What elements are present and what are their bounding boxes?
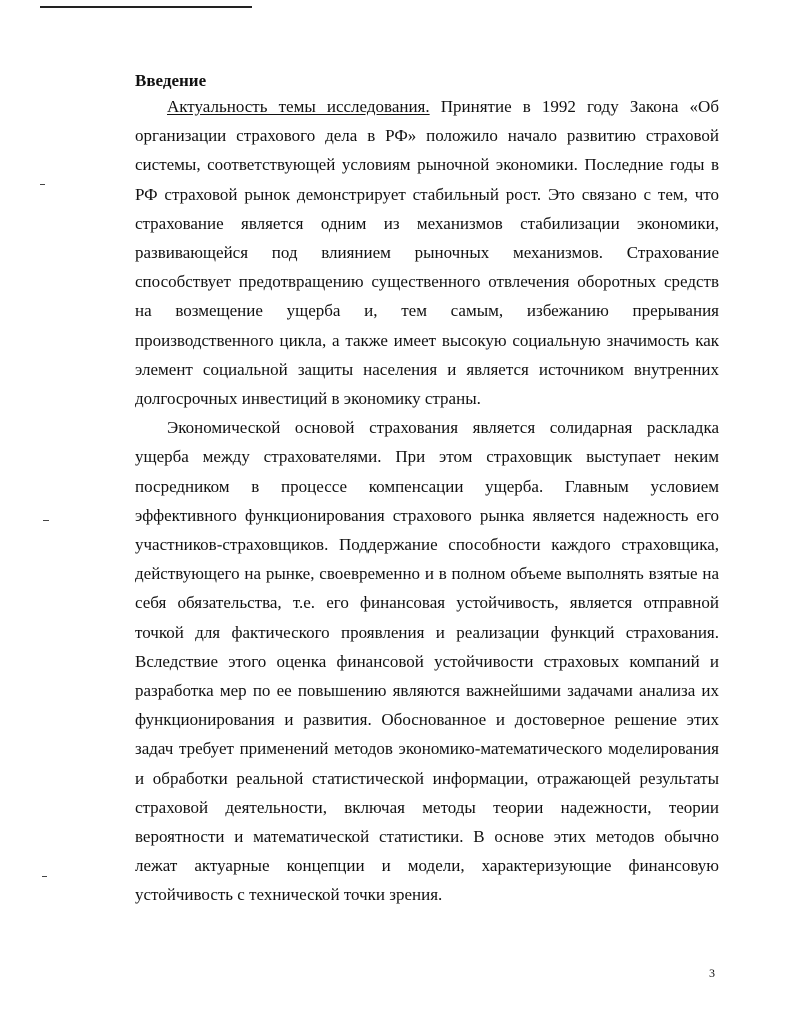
document-body <box>135 70 719 910</box>
page-number: 3 <box>709 966 715 980</box>
section-heading: Введение <box>135 71 207 90</box>
scan-mark <box>40 184 45 185</box>
paragraph-economic-basis: Экономической основой страхования является солидарная раскладка ущерба между страхователями. При этом страховщик выступает неким посредником в процессе компенсации ущерба. Главным условием эффективного функционирования страхового рынка является надежность его участников-страховщиков. Поддержание способности каждого страховщика, действующего на рынке, своевременно и в полном объеме выполнять взятые на себя обязательства, т.е. его финансовая устойчивость, является отправной точкой для фактического проявления и реализации функций страхования. Вследствие этого оценка финансовой устойчивости страховых компаний и разработка мер по ее повышению являются важнейшими задачами анализа их функционирования и развития. Обоснованное и достоверное решение этих задач требует применений методов экономико-математического моделирования и обработки реальной статистической информации, отражающей результаты страховой деятельности, включая методы теории надежности, теории вероятности и математической статистики. В основе этих методов обычно лежат актуарные концепции и модели, характеризующие финансовую устойчивость с технической точки зрения. <box>135 418 719 905</box>
paragraph-relevance <box>135 92 719 413</box>
relevance-text: Принятие в 1992 году Закона «Об организации страхового дела в РФ» положило начало развитию страховой системы, соответствующей условиям рыночной экономики. Последние годы в РФ страховой рынок демонстрирует стабильный рост. Это связано с тем, что страхование является одним из механизмов стабилизации экономики, развивающейся под влиянием рыночных механизмов. Страхование способствует предотвращению существенного отвлечения оборотных средств на возмещение ущерба и, тем самым, избежанию прерывания производственного цикла, а также имеет высокую социальную значимость как элемент социальной защиты населения и является источником внутренних долгосрочных инвестиций в экономику страны. <box>135 97 719 409</box>
scan-mark <box>42 876 47 877</box>
top-rule <box>40 6 252 8</box>
scan-mark <box>43 520 49 521</box>
relevance-lead: Актуальность темы исследования. <box>167 97 430 116</box>
